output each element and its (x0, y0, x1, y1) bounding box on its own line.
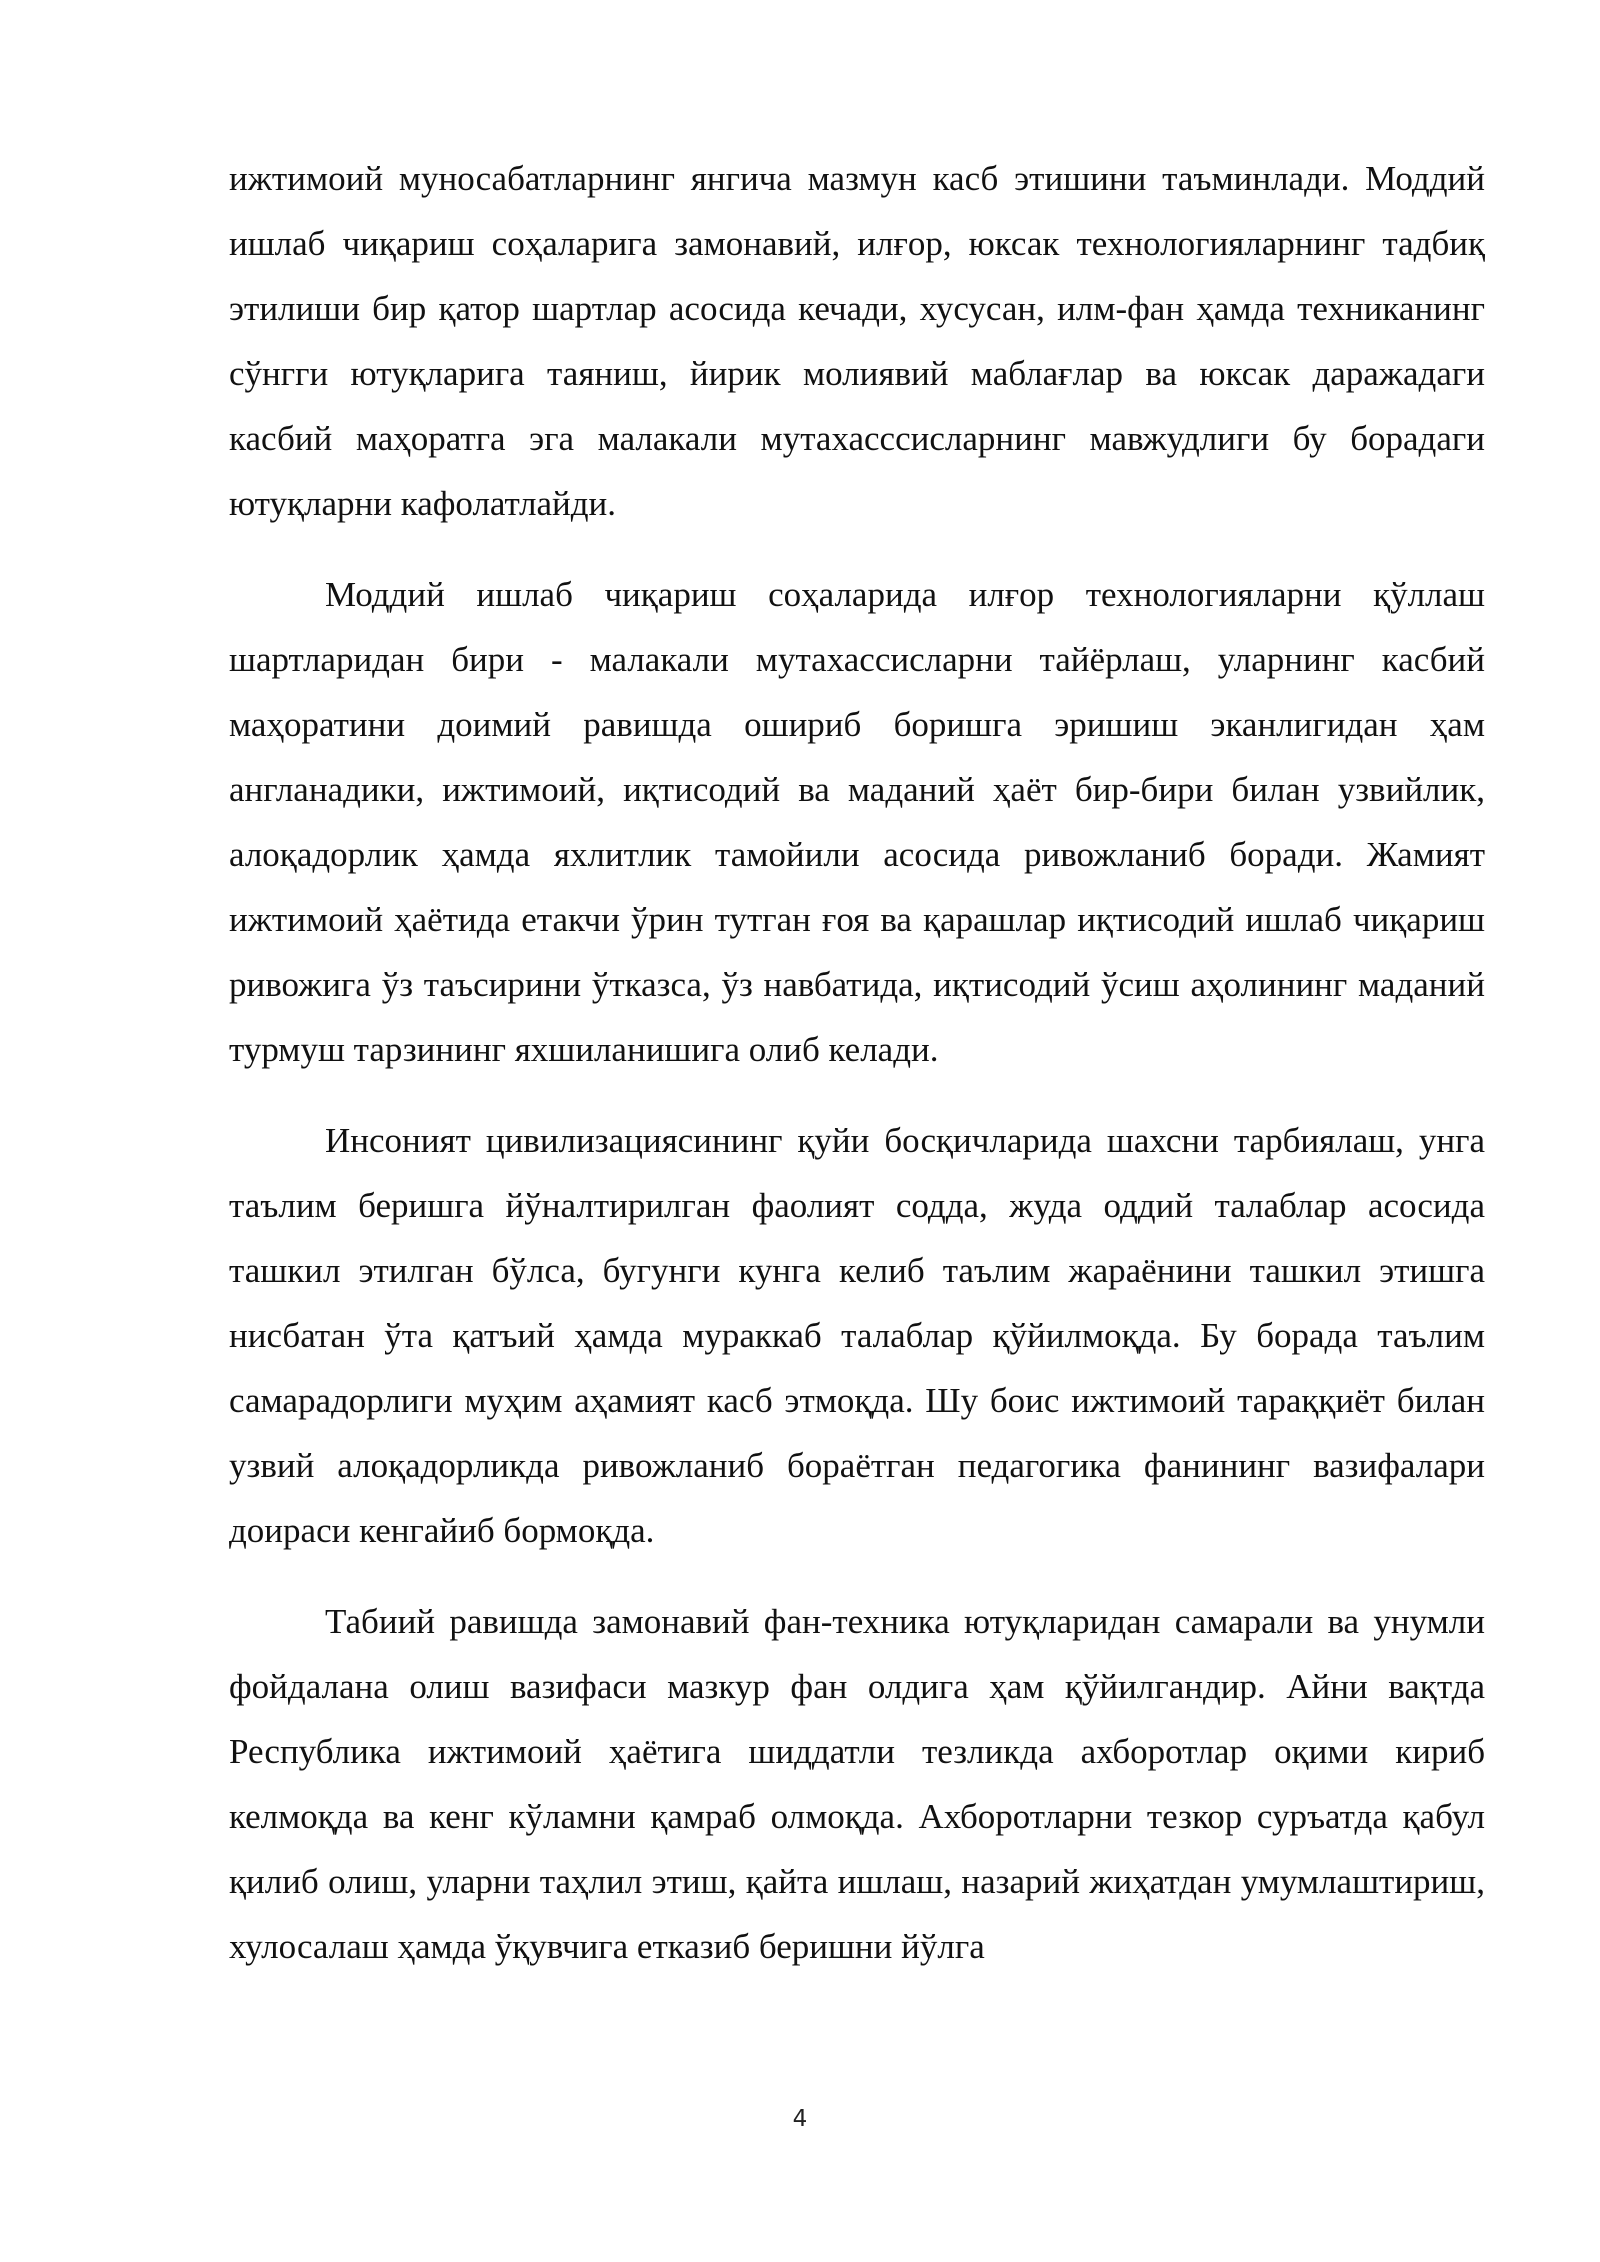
paragraph-3: Инсоният цивилизациясининг қуйи босқичларида шахсни тарбиялаш, унга таълим беришга йўналтирилган фаолият содда, жуда оддий талаблар асосида ташкил этилган бўлса, бугунги кунга келиб таълим жараёнини ташкил этишга нисбатан ўта қатъий ҳамда мураккаб талаблар қўйилмоқда. Бу борада таълим самарадорлиги муҳим аҳамият касб этмоқда. Шу боис ижтимоий тараққиёт билан узвий алоқадорликда ривожланиб бораётган педагогика фанининг вазифалари доираси кенгайиб бормоқда. (229, 1121, 1485, 1550)
paragraph-1: ижтимоий муносабатларнинг янгича мазмун касб этишини таъминлади. Моддий ишлаб чиқариш соҳаларига замонавий, илғор, юксак технологияларнинг тадбиқ этилиши бир қатор шартлар асосида кечади, хусусан, илм-фан ҳамда техниканинг сўнгги ютуқларига таяниш, йирик молиявий маблағлар ва юксак даражадаги касбий маҳоратга эга малакали мутахасссисларнинг мавжудлиги бу борадаги ютуқларни кафолатлайди. (229, 159, 1485, 523)
paragraph-4: Табиий равишда замонавий фан-техника ютуқларидан самарали ва унумли фойдалана олиш вазифаси мазкур фан олдига ҳам қўйилгандир. Айни вақтда Республика ижтимоий ҳаётига шиддатли тезликда ахборотлар оқими кириб келмоқда ва кенг кўламни қамраб олмоқда. Ахборотларни тезкор суръатда қабул қилиб олиш, уларни таҳлил этиш, қайта ишлаш, назарий жиҳатдан умумлаштириш, хулосалаш ҳамда ўқувчига етказиб беришни йўлга (229, 1602, 1485, 1966)
paragraph-2: Моддий ишлаб чиқариш соҳаларида илғор технологияларни қўллаш шартларидан бири - малакали мутахассисларни тайёрлаш, уларнинг касбий маҳоратини доимий равишда ошириб боришга эришиш эканлигидан ҳам англанадики, ижтимоий, иқтисодий ва маданий ҳаёт бир-бири билан узвийлик, алоқадорлик ҳамда яхлитлик тамойили асосида ривожланиб боради. Жамият ижтимоий ҳаётида етакчи ўрин тутган ғоя ва қарашлар иқтисодий ишлаб чиқариш ривожига ўз таъсирини ўтказса, ўз навбатида, иқтисодий ўсиш аҳолининг маданий турмуш тарзининг яхшиланишига олиб келади. (229, 575, 1485, 1069)
document-body (229, 146, 1485, 2005)
page-number: 4 (792, 2106, 808, 2132)
